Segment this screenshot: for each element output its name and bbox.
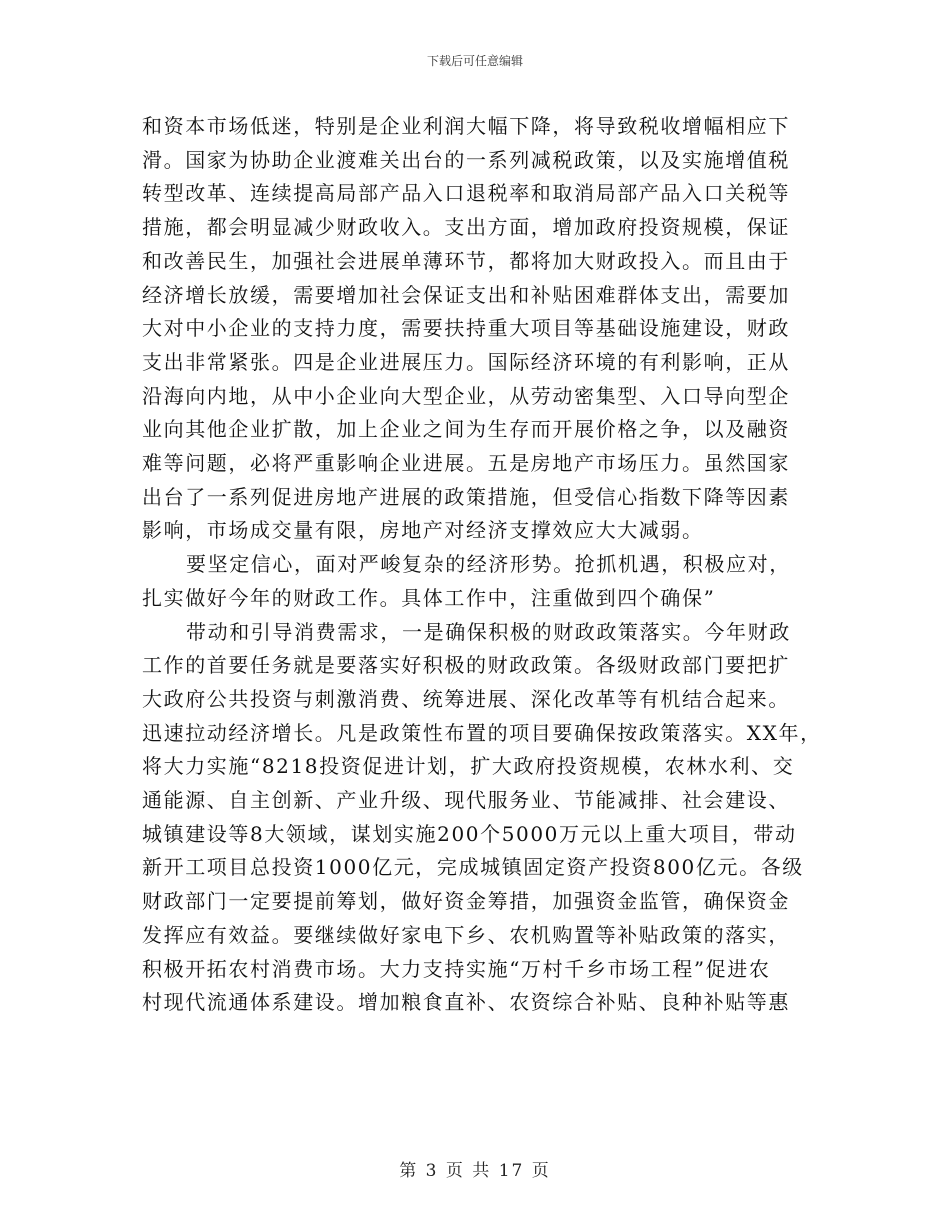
text-line: 和资本市场低迷，特别是企业利润大幅下降，将导致税收增幅相应下 <box>142 114 790 138</box>
text-line: 新开工项目总投资1000亿元，完成城镇固定资产投资800亿元。各级 <box>142 855 804 880</box>
text-line: 扎实做好今年的财政工作。具体工作中，注重做到四个确保” <box>142 585 716 610</box>
text-line: 业向其他企业扩散，加上企业之间为生存而开展价格之争，以及融资 <box>142 417 790 442</box>
document-body <box>142 110 822 1020</box>
paragraph-1 <box>142 110 802 548</box>
text-line: 通能源、自主创新、产业升级、现代服务业、节能减排、社会建设、 <box>142 788 790 813</box>
page-header: 下载后可任意编辑 <box>426 54 523 68</box>
text-line: 经济增长放缓，需要增加社会保证支出和补贴困难群体支出，需要加 <box>142 282 790 307</box>
paragraph-2 <box>142 548 802 615</box>
text-line: 滑。国家为协助企业渡难关出台的一系列减税政策，以及实施增值税 <box>142 147 790 172</box>
text-line: 措施，都会明显减少财政收入。支出方面，增加政府投资规模，保证 <box>142 215 790 240</box>
text-line: 影响，市场成交量有限，房地产对经济支撑效应大大减弱。 <box>142 518 704 543</box>
text-line: 难等问题，必将严重影响企业进展。五是房地产市场压力。虽然国家 <box>142 451 790 476</box>
text-line: 大政府公共投资与刺激消费、统筹进展、深化改革等有机结合起来。 <box>142 686 790 711</box>
text-line: 发挥应有效益。要继续做好家电下乡、农机购置等补贴政策的落实， <box>142 922 790 947</box>
paragraph-3 <box>142 616 822 1020</box>
text-line: 城镇建设等8大领域，谋划实施200个5000万元以上重大项目，带动 <box>142 821 797 846</box>
text-line: 转型改革、连续提高局部产品入口退税率和取消局部产品入口关税等 <box>142 181 790 206</box>
text-line: 积极开拓农村消费市场。大力支持实施“万村千乡市场工程”促进农 <box>142 956 771 981</box>
text-line: 要坚定信心，面对严峻复杂的经济形势。抢抓机遇，积极应对， <box>186 552 791 577</box>
text-line: 迅速拉动经济增长。凡是政策性布置的项目要确保按政策落实。XX年， <box>142 720 822 745</box>
text-line: 村现代流通体系建设。增加粮食直补、农资综合补贴、良种补贴等惠 <box>142 990 790 1015</box>
text-line: 大对中小企业的支持力度，需要扶持重大项目等基础设施建设，财政 <box>142 316 790 341</box>
text-line: 带动和引导消费需求，一是确保积极的财政政策落实。今年财政 <box>186 619 791 644</box>
text-line: 将大力实施“8218投资促进计划，扩大政府投资规模，农林水利、交 <box>142 754 795 779</box>
text-line: 支出非常紧张。四是企业进展压力。国际经济环境的有利影响，正从 <box>142 349 790 374</box>
text-line: 和改善民生，加强社会进展单薄环节，都将加大财政投入。而且由于 <box>142 248 790 273</box>
text-line: 工作的首要任务就是要落实好积极的财政政策。各级财政部门要把扩 <box>142 653 790 678</box>
page-footer: 第 3 页 共 17 页 <box>399 1161 551 1181</box>
text-line: 财政部门一定要提前筹划，做好资金筹措，加强资金监管，确保资金 <box>142 889 790 914</box>
text-line: 沿海向内地，从中小企业向大型企业，从劳动密集型、入口导向型企 <box>142 383 790 408</box>
text-line: 出台了一系列促进房地产进展的政策措施，但受信心指数下降等因素 <box>142 484 790 509</box>
